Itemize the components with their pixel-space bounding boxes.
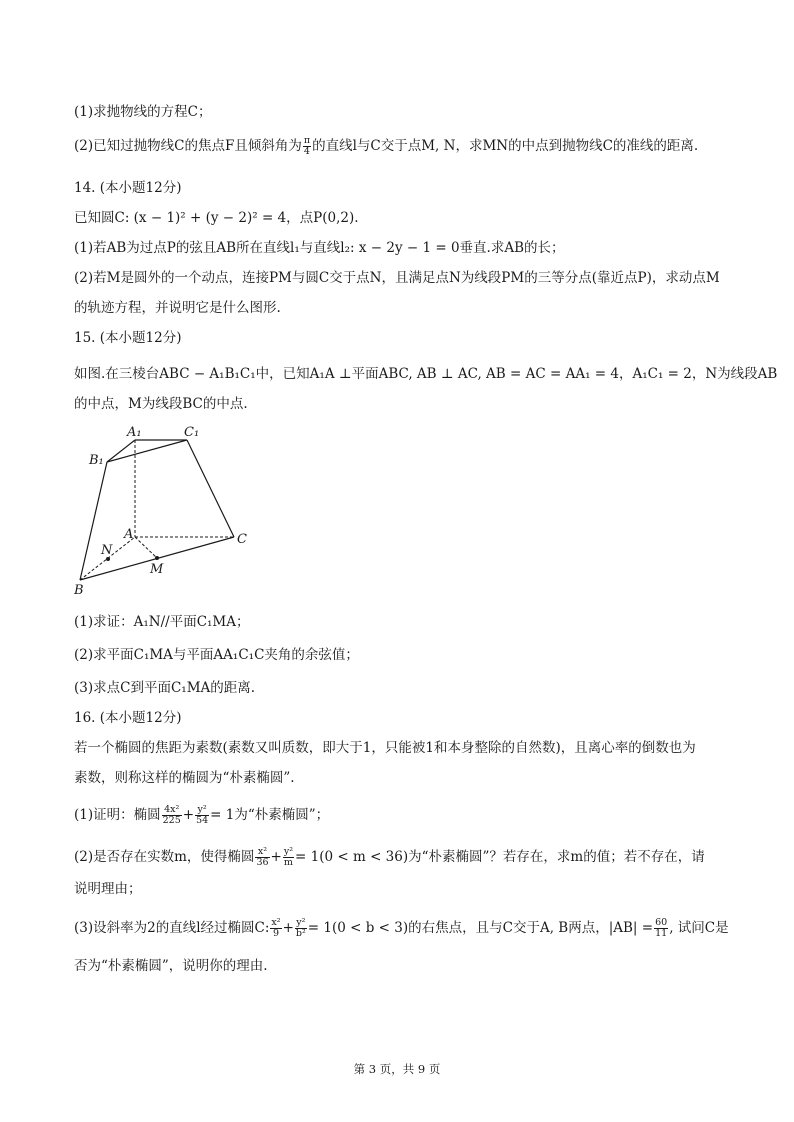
fraction-y2-over-m [283,847,294,868]
q16-part3-line2: 否为“朴素椭圆”，说明你的理由. [74,958,268,974]
fraction-denominator: 11 [655,928,668,939]
q15-part3: (3)求点C到平面C₁MA的距离. [74,680,256,696]
q15-part2: (2)求平面C₁MA与平面AA₁C₁C夹角的余弦值； [74,647,359,663]
q14-part2-line1: (2)若M是圆外的一个动点，连接PM与圆C交于点N，且满足点N为线段PM的三等分点(靠近点P)，求动点M [74,270,720,286]
fraction-y2-over-54 [195,805,209,826]
fraction-denominator: b² [295,928,306,939]
q16-stem-line2: 素数，则称这样的椭圆为“朴素椭圆”. [74,770,295,786]
fraction-denominator: 225 [162,815,181,826]
fraction-4x2-over-225 [162,805,182,826]
q13-part2 [74,136,734,157]
fraction-numerator: x² [271,917,281,928]
q14-part1: (1)若AB为过点P的弦且AB所在直线l₁与直线l₂: x − 2y − 1 = 0垂直.求AB的长； [74,240,565,256]
label-b: B [74,583,84,598]
edge-c1c [187,440,234,537]
page-footer: 第 3 页，共 9 页 [353,1062,441,1076]
label-m: M [150,562,164,577]
fraction-y2-over-b2 [295,918,307,939]
fraction-denominator: 54 [196,815,209,826]
fraction-denominator: 9 [272,928,280,939]
point-m [155,556,159,560]
q16-part3 [74,918,734,939]
fraction-60-over-11 [654,918,668,939]
fraction-numerator: 4x² [162,805,182,816]
q13-part2-text-a: (2)已知过抛物线C的焦点F且倾斜角为 [74,138,302,154]
fraction-numerator: y² [195,805,209,816]
label-a: A [124,527,134,542]
fraction-numerator: x² [255,847,269,858]
q16-part2-line2: 说明理由； [74,881,142,897]
plus-sign: + [182,807,195,823]
q16-part2-text-a: (2)是否存在实数m，使得椭圆 [74,849,255,865]
q15-header: 15. (本小题12分) [74,330,182,346]
fraction-denominator: 36 [256,857,269,868]
q13-part2-text-b: 的直线l与C交于点M, N，求MN的中点到抛物线C的准线的距离. [312,138,699,154]
q16-part2-text-b: = 1(0 < m < 36)为“朴素椭圆”？若存在，求m的值；若不存在，请 [295,849,705,865]
fraction-x2-over-36 [255,847,269,868]
q16-part2 [74,847,734,868]
fraction-denominator: 4 [303,146,310,157]
q15-stem-line1: 如图.在三棱台ABC − A₁B₁C₁中，已知A₁A ⊥平面ABC, AB ⊥ AC, AB = AC = AA₁ = 4，A₁C₁ = 2，N为线段AB [74,366,778,382]
label-c1: C₁ [184,425,200,440]
frustum-figure [74,420,264,600]
fraction-numerator: y² [283,846,294,857]
q16-stem-line1: 若一个椭圆的焦距为素数(素数又叫质数，即大于1，只能被1和本身整除的自然数)，且离心率的倒数也为 [74,740,696,756]
q13-part1: (1)求抛物线的方程C； [74,104,212,120]
q16-part1-text-a: (1)证明：椭圆 [74,807,161,823]
edge-am-hidden [135,537,157,558]
label-c: C [237,532,247,547]
fraction-x2-over-9 [270,918,281,939]
fraction-denominator: m [283,857,293,868]
q15-stem-line2: 的中点，M为线段BC的中点. [74,396,248,412]
q16-part3-text-c: , 试问C是 [669,920,729,936]
q14-stem: 已知圆C: (x − 1)² + (y − 2)² = 4，点P(0,2). [74,210,359,226]
plus-sign: + [270,849,282,865]
pi-over-4-fraction [303,136,311,157]
label-b1: B₁ [89,453,104,468]
edge-b1c1 [107,440,187,462]
q16-header: 16. (本小题12分) [74,710,182,726]
fraction-numerator: y² [296,917,306,928]
label-a1: A₁ [127,425,142,440]
plus-sign: + [282,920,294,936]
q15-part1: (1)求证：A₁N//平面C₁MA； [74,614,250,630]
q14-part2-line2: 的轨迹方程，并说明它是什么图形. [74,300,281,316]
fraction-numerator: 60 [655,917,668,928]
q16-part3-text-b: = 1(0 < b < 3)的右焦点，且与C交于A, B两点，|AB| = [307,920,654,936]
fraction-numerator: π [303,135,311,146]
edge-b1b [80,462,107,580]
q16-part1 [74,805,734,826]
label-n: N [101,543,113,558]
q14-header: 14. (本小题12分) [74,180,182,196]
q16-part1-text-b: = 1为“朴素椭圆”； [210,807,330,823]
q16-part3-text-a: (3)设斜率为2的直线l经过椭圆C: [74,920,270,936]
